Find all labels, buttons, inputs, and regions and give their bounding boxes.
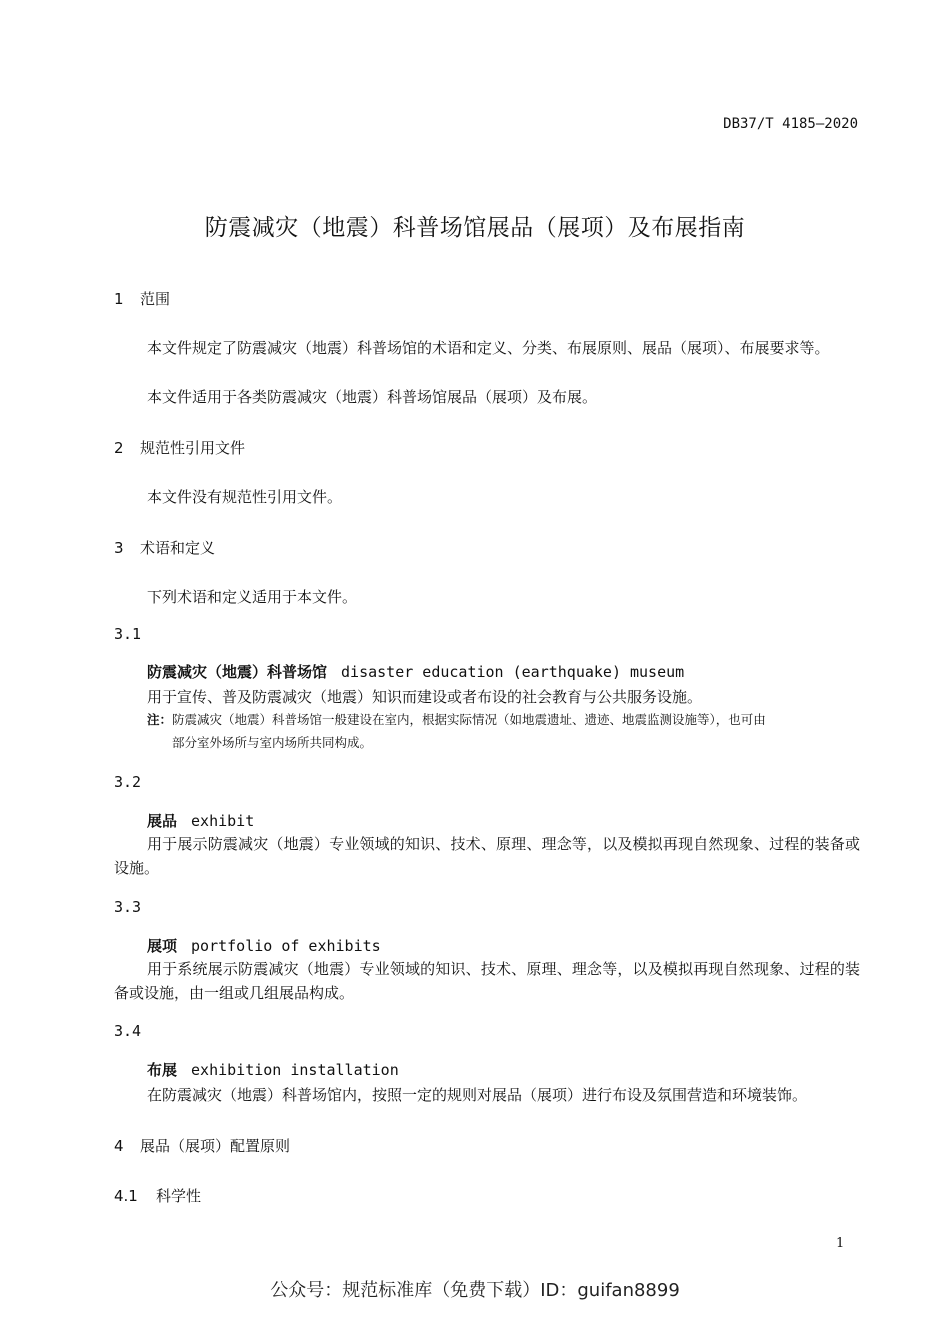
section-title: 展品（展项）配置原则	[140, 1137, 291, 1155]
clause-3-1-number: 3.1	[114, 625, 142, 643]
document-title: 防震减灾（地震）科普场馆展品（展项）及布展指南	[204, 215, 746, 241]
term-chinese: 展项	[147, 937, 178, 955]
footer-watermark: 公众号：规范标准库（免费下载）ID：guifan8899	[270, 1280, 680, 1301]
term-english: disaster education (earthquake) museum	[341, 663, 685, 681]
subsection-number: 4.1	[114, 1187, 138, 1205]
term-english: exhibit	[191, 812, 255, 830]
note-text-line-1: 防震减灾（地震）科普场馆一般建设在室内，根据实际情况（如地震遗址、遗迹、地震监测设施等），也可由	[172, 712, 766, 727]
term-chinese: 布展	[147, 1061, 178, 1079]
section-title: 规范性引用文件	[140, 439, 246, 457]
section-title: 范围	[140, 290, 171, 308]
section-number: 2	[114, 439, 124, 457]
clause-3-1-term	[147, 661, 684, 682]
subsection-title: 科学性	[156, 1187, 202, 1205]
section-3-paragraph-1: 下列术语和定义适用于本文件。	[147, 588, 358, 606]
section-number: 1	[114, 290, 124, 308]
section-1-paragraph-2: 本文件适用于各类防震减灾（地震）科普场馆展品（展项）及布展。	[147, 388, 598, 406]
clause-3-3-number: 3.3	[114, 898, 142, 916]
section-2-heading	[114, 437, 245, 458]
note-label: 注：	[147, 712, 173, 727]
note-text-line-2: 部分室外场所与室内场所共同构成。	[172, 735, 373, 750]
term-english: portfolio of exhibits	[191, 937, 381, 955]
clause-3-4-term	[147, 1059, 399, 1080]
clause-3-2-number: 3.2	[114, 773, 142, 791]
section-1-paragraph-1: 本文件规定了防震减灾（地震）科普场馆的术语和定义、分类、布展原则、展品（展项）、布展要求等。	[147, 339, 830, 357]
subsection-4-1-heading	[114, 1185, 201, 1206]
section-3-heading	[114, 537, 215, 558]
clause-3-2-term	[147, 810, 254, 831]
section-number: 4	[114, 1137, 124, 1155]
term-chinese: 展品	[147, 812, 178, 830]
clause-3-2-definition: 用于展示防震减灾（地震）专业领域的知识、技术、原理、理念等，以及模拟再现自然现象、过程的装备或设施。	[114, 835, 860, 877]
section-title: 术语和定义	[140, 539, 216, 557]
clause-3-1-note	[147, 708, 860, 754]
clause-3-1-definition: 用于宣传、普及防震减灾（地震）知识而建设或者布设的社会教育与公共服务设施。	[147, 688, 703, 706]
clause-3-4-number: 3.4	[114, 1022, 142, 1040]
section-2-paragraph-1: 本文件没有规范性引用文件。	[147, 488, 343, 506]
term-english: exhibition installation	[191, 1061, 399, 1079]
standard-code: DB37/T 4185—2020	[723, 116, 858, 132]
clause-3-4-definition: 在防震减灾（地震）科普场馆内，按照一定的规则对展品（展项）进行布设及氛围营造和环境装饰。	[147, 1086, 808, 1104]
term-chinese: 防震减灾（地震）科普场馆	[147, 663, 328, 681]
section-4-heading	[114, 1135, 290, 1156]
section-1-heading	[114, 288, 170, 309]
page-number: 1	[836, 1236, 845, 1251]
clause-3-3-term	[147, 935, 381, 956]
clause-3-3-definition: 用于系统展示防震减灾（地震）专业领域的知识、技术、原理、理念等，以及模拟再现自然现象、过程的装备或设施，由一组或几组展品构成。	[114, 960, 860, 1002]
section-number: 3	[114, 539, 124, 557]
